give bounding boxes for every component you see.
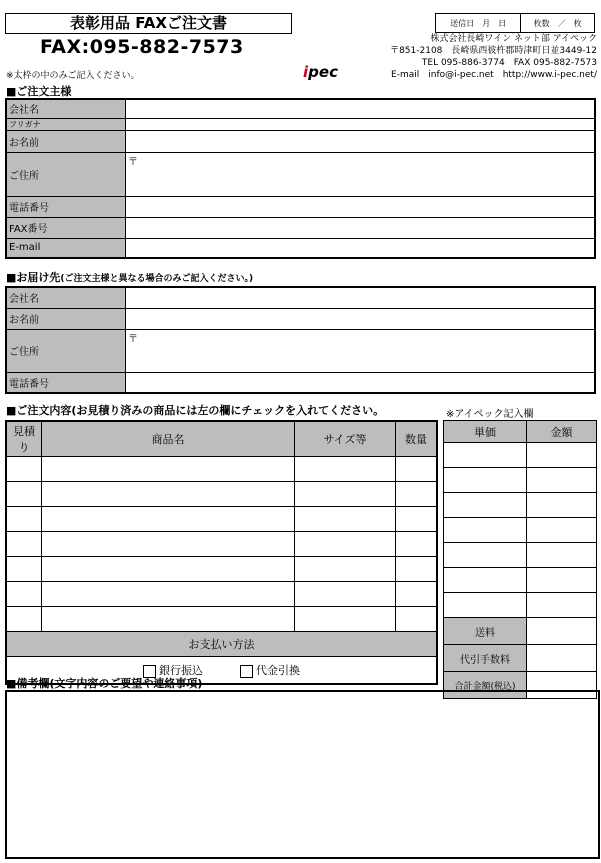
postal-mark: 〒 <box>128 333 138 345</box>
cod-label: 代金引換 <box>256 664 300 677</box>
table-row <box>6 482 437 507</box>
unit-price-cell <box>444 543 527 568</box>
qty-cell[interactable] <box>396 607 438 632</box>
table-row <box>444 568 597 593</box>
cod-checkbox[interactable] <box>240 665 253 678</box>
unit-price-cell <box>444 443 527 468</box>
size-cell[interactable] <box>295 507 396 532</box>
table-row <box>444 593 597 618</box>
table-row <box>6 507 437 532</box>
ipec-logo: ipec <box>303 63 338 81</box>
orderer-address-label: ご住所 <box>6 152 126 196</box>
order-heading: ■ご注文内容(お見積り済みの商品には左の欄にチェックを入れてください。 <box>6 404 385 417</box>
table-row <box>6 557 437 582</box>
send-info-box <box>435 13 595 33</box>
order-table <box>5 420 438 685</box>
qty-cell[interactable] <box>396 532 438 557</box>
size-cell[interactable] <box>295 457 396 482</box>
orderer-heading: ■ご注文主様 <box>6 85 72 98</box>
qty-cell[interactable] <box>396 457 438 482</box>
product-cell[interactable] <box>42 482 295 507</box>
table-row <box>6 607 437 632</box>
size-cell[interactable] <box>295 532 396 557</box>
delivery-form <box>5 286 596 394</box>
product-cell[interactable] <box>42 607 295 632</box>
product-cell[interactable] <box>42 532 295 557</box>
table-row <box>6 582 437 607</box>
orderer-company-input[interactable] <box>126 99 596 118</box>
payment-label: お支払い方法 <box>6 632 437 657</box>
col-estimate: 見積り <box>6 421 42 457</box>
orderer-phone-label: 電話番号 <box>6 196 126 217</box>
col-qty: 数量 <box>396 421 438 457</box>
orderer-company-label: 会社名 <box>6 99 126 118</box>
total-label: 合計金額(税込) <box>444 672 527 699</box>
delivery-company-input[interactable] <box>126 287 596 308</box>
company-info <box>390 33 597 81</box>
memo-heading: ■備考欄(文字内容のご要望や連絡事項) <box>6 677 203 690</box>
product-cell[interactable] <box>42 507 295 532</box>
company-tel-fax: TEL 095-886-3774 FAX 095-882-7573 <box>421 58 597 68</box>
delivery-address-input[interactable] <box>126 329 596 372</box>
table-row <box>444 443 597 468</box>
col-unit-price: 単価 <box>444 421 527 443</box>
memo-field[interactable] <box>5 690 600 859</box>
estimate-check[interactable] <box>6 482 42 507</box>
delivery-name-input[interactable] <box>126 308 596 329</box>
size-cell[interactable] <box>295 557 396 582</box>
cod-fee-label: 代引手数料 <box>444 645 527 672</box>
estimate-check[interactable] <box>6 532 42 557</box>
orderer-form <box>5 98 596 259</box>
product-cell[interactable] <box>42 582 295 607</box>
table-row <box>444 543 597 568</box>
ipec-heading: ※アイペック記入欄 <box>446 409 534 420</box>
orderer-furigana-label: フリガナ <box>6 118 126 130</box>
orderer-email-label: E-mail <box>6 238 126 258</box>
orderer-fax-input[interactable] <box>126 217 596 238</box>
orderer-phone-input[interactable] <box>126 196 596 217</box>
cod-fee-value <box>527 645 597 672</box>
estimate-check[interactable] <box>6 557 42 582</box>
fill-note: ※太枠の中のみご記入ください。 <box>6 71 140 81</box>
send-date-field[interactable]: 送信日 月 日 <box>436 14 521 33</box>
unit-price-cell <box>444 493 527 518</box>
table-row <box>444 468 597 493</box>
orderer-name-label: お名前 <box>6 130 126 152</box>
table-row <box>444 493 597 518</box>
unit-price-cell <box>444 518 527 543</box>
qty-cell[interactable] <box>396 557 438 582</box>
estimate-check[interactable] <box>6 507 42 532</box>
delivery-phone-label: 電話番号 <box>6 372 126 393</box>
amount-cell <box>527 593 597 618</box>
amount-cell <box>527 443 597 468</box>
amount-cell <box>527 518 597 543</box>
table-row <box>6 457 437 482</box>
orderer-furigana-input[interactable] <box>126 118 596 130</box>
delivery-address-label: ご住所 <box>6 329 126 372</box>
qty-cell[interactable] <box>396 482 438 507</box>
company-name: 株式会社長崎ワイン ネット部 アイペック <box>430 34 597 44</box>
delivery-company-label: 会社名 <box>6 287 126 308</box>
orderer-address-input[interactable] <box>126 152 596 196</box>
postal-mark: 〒 <box>128 156 138 168</box>
orderer-email-input[interactable] <box>126 238 596 258</box>
estimate-check[interactable] <box>6 607 42 632</box>
product-cell[interactable] <box>42 557 295 582</box>
unit-price-cell <box>444 568 527 593</box>
size-cell[interactable] <box>295 482 396 507</box>
shipping-label: 送料 <box>444 618 527 645</box>
pages-field[interactable]: 枚数 ／ 枚 <box>521 14 595 33</box>
ipec-table <box>443 420 597 699</box>
company-address: 〒851-2108 長崎県西彼杵郡時津町日並3449-12 <box>390 46 597 56</box>
delivery-heading: ■お届け先(ご注文主様と異なる場合のみご記入ください。) <box>6 271 254 284</box>
orderer-name-input[interactable] <box>126 130 596 152</box>
table-row <box>444 518 597 543</box>
bank-transfer-label: 銀行振込 <box>159 664 203 677</box>
delivery-name-label: お名前 <box>6 308 126 329</box>
size-cell[interactable] <box>295 607 396 632</box>
size-cell[interactable] <box>295 582 396 607</box>
qty-cell[interactable] <box>396 582 438 607</box>
page-title: 表彰用品 FAXご注文書 <box>5 13 292 34</box>
company-mail-web: E-mail info@i-pec.net http://www.i-pec.net/ <box>391 70 597 80</box>
estimate-check[interactable] <box>6 582 42 607</box>
unit-price-cell <box>444 468 527 493</box>
col-amount: 金額 <box>527 421 597 443</box>
table-row <box>6 532 437 557</box>
amount-cell <box>527 493 597 518</box>
amount-cell <box>527 468 597 493</box>
estimate-check[interactable] <box>6 457 42 482</box>
amount-cell <box>527 543 597 568</box>
col-product: 商品名 <box>42 421 295 457</box>
unit-price-cell <box>444 593 527 618</box>
delivery-phone-input[interactable] <box>126 372 596 393</box>
fax-number: FAX:095-882-7573 <box>40 36 244 58</box>
shipping-value <box>527 618 597 645</box>
amount-cell <box>527 568 597 593</box>
col-size: サイズ等 <box>295 421 396 457</box>
orderer-fax-label: FAX番号 <box>6 217 126 238</box>
product-cell[interactable] <box>42 457 295 482</box>
qty-cell[interactable] <box>396 507 438 532</box>
